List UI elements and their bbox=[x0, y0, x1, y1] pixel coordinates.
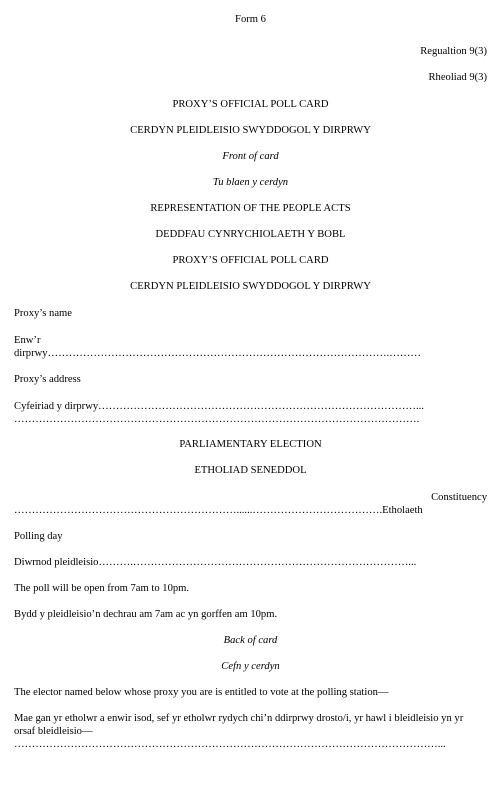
card-title-cy: CERDYN PLEIDLEISIO SWYDDOGOL Y DIRPRWY bbox=[130, 281, 371, 292]
polling-day-label-en: Polling day bbox=[14, 531, 63, 542]
polling-station-field: …………………………………………………………………………………………………………... bbox=[14, 739, 446, 750]
constituency-label-en: Constituency bbox=[431, 492, 487, 503]
back-of-card-cy: Cefn y cerdyn bbox=[221, 661, 280, 672]
regulation-cy: Rheoliad 9(3) bbox=[428, 72, 487, 83]
front-of-card-en: Front of card bbox=[222, 151, 279, 162]
elector-statement-cy: Mae gan yr etholwr a enwir isod, sef yr etholwr rydych chi’n ddirprwy drosto/i, yr hawl i bleidleisio yn yr orsaf bleidleisio— bbox=[14, 713, 464, 737]
front-of-card-cy: Tu blaen y cerdyn bbox=[212, 177, 289, 188]
proxy-address-field-line2: ……………………………………………………………………………………………………. bbox=[14, 414, 420, 425]
election-heading-cy: ETHOLIAD SENEDDOL bbox=[194, 465, 307, 476]
elector-statement-en: The elector named below whose proxy you are is entitled to vote at the polling station— bbox=[14, 687, 389, 698]
poll-hours-en: The poll will be open from 7am to 10pm. bbox=[14, 583, 190, 594]
acts-en: REPRESENTATION OF THE PEOPLE ACTS bbox=[150, 203, 351, 214]
constituency-field: ………………………………………………………......……………………………….Etholaeth bbox=[14, 505, 423, 516]
title-cy: CERDYN PLEIDLEISIO SWYDDOGOL Y DIRPRWY bbox=[130, 125, 371, 136]
proxy-name-label-en: Proxy’s name bbox=[14, 308, 72, 319]
proxy-address-field: Cyfeiriad y dirprwy………………………………………………………………………………... bbox=[14, 401, 424, 412]
regulation-en: Regualtion 9(3) bbox=[420, 46, 487, 57]
election-heading-en: PARLIAMENTARY ELECTION bbox=[179, 439, 322, 450]
card-title-en: PROXY’S OFFICIAL POLL CARD bbox=[172, 255, 329, 266]
proxy-name-field: dirprwy…………………………………………………………………………………….……… bbox=[14, 348, 421, 359]
proxy-name-label-cy: Enw’r bbox=[14, 335, 41, 346]
back-of-card-en: Back of card bbox=[223, 635, 278, 646]
acts-cy: DEDDFAU CYNRYCHIOLAETH Y BOBL bbox=[155, 229, 346, 240]
form-number: Form 6 bbox=[235, 14, 266, 25]
polling-day-field: Diwrnod pleidleisio……….……………………………………………………………………... bbox=[14, 557, 417, 568]
proxy-address-label-en: Proxy’s address bbox=[14, 374, 81, 385]
title-en: PROXY’S OFFICIAL POLL CARD bbox=[172, 99, 329, 110]
poll-hours-cy: Bydd y pleidleisio’n dechrau am 7am ac yn gorffen am 10pm. bbox=[14, 609, 278, 620]
